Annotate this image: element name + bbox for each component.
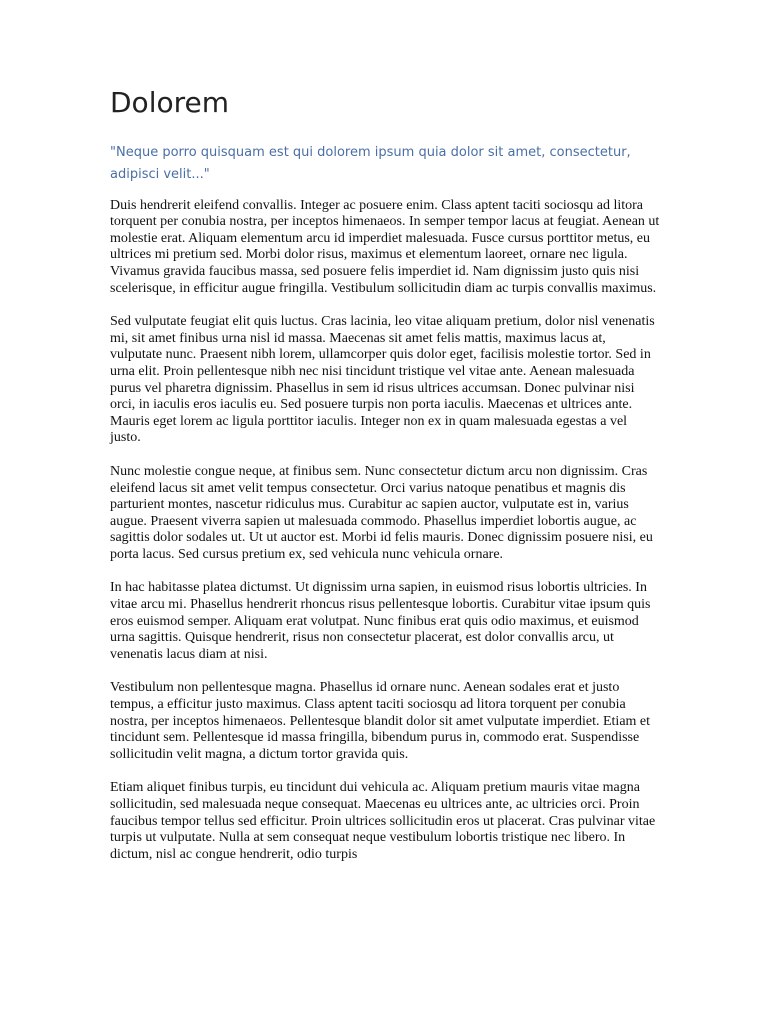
document-quote: "Neque porro quisquam est qui dolorem ipsum quia dolor sit amet, consectetur, adipisci velit..." (110, 144, 631, 182)
document-page (110, 86, 660, 880)
paragraph-2: Sed vulputate feugiat elit quis luctus. Cras lacinia, leo vitae aliquam pretium, dolor nisl venenatis mi, sit amet finibus urna nisl id massa. Maecenas sit amet felis mattis, maximus lacus at, vulputate nunc. Praesent nibh lorem, ullamcorper quis dolor eget, facilisis molestie tortor. Sed in urna elit. Proin pellentesque nibh nec nisi tincidunt tristique vel vitae ante. Aenean malesuada purus vel pharetra dignissim. Phasellus in sem id risus ultrices accumsan. Donec pulvinar nisi orci, in iaculis eros iaculis eu. Sed posuere turpis non porta iaculis. Maecenas et ultrices ante. Mauris eget lorem ac ligula porttitor iaculis. Integer non ex in quam malesuada egestas a vel justo. (110, 314, 655, 446)
document-title: Dolorem (110, 86, 229, 119)
paragraph-6: Etiam aliquet finibus turpis, eu tincidunt dui vehicula ac. Aliquam pretium mauris vitae magna sollicitudin, sed malesuada neque consequat. Maecenas eu ultrices ante, ac ultricies orci. Proin faucibus tempor tellus sed efficitur. Proin ultrices sollicitudin eros ut placerat. Cras pulvinar vitae turpis ut vulputate. Nulla at sem consequat neque vestibulum lobortis tristique nec libero. In dictum, nisl ac congue hendrerit, odio turpis (110, 780, 656, 862)
paragraph-1: Duis hendrerit eleifend convallis. Integer ac posuere enim. Class aptent taciti sociosqu ad litora torquent per conubia nostra, per inceptos himenaeos. In semper tempor lacus at feugiat. Aenean ut molestie erat. Aliquam elementum arcu id imperdiet malesuada. Fusce cursus porttitor metus, eu ultrices mi pretium sed. Morbi dolor risus, maximus et elementum laoreet, ornare nec ligula. Vivamus gravida faucibus massa, sed posuere felis imperdiet id. Nam dignissim justo quis nisi scelerisque, in efficitur augue fringilla. Vestibulum sollicitudin diam ac turpis convallis maximus. (110, 197, 660, 296)
paragraph-4: In hac habitasse platea dictumst. Ut dignissim urna sapien, in euismod risus lobortis ultricies. In vitae arcu mi. Phasellus hendrerit rhoncus risus pellentesque lobortis. Curabitur vitae ipsum quis eros euismod semper. Aliquam erat volutpat. Nunc finibus erat quis odio maximus, et euismod urna sagittis. Quisque hendrerit, risus non consectetur placerat, est dolor convallis arcu, ut venenatis lacus diam at nisi. (110, 580, 651, 662)
paragraph-5: Vestibulum non pellentesque magna. Phasellus id ornare nunc. Aenean sodales erat et justo tempus, a efficitur justo maximus. Class aptent taciti sociosqu ad litora torquent per conubia nostra, per inceptos himenaeos. Pellentesque blandit dolor sit amet vulputate imperdiet. Etiam et tincidunt sem. Pellentesque id massa fringilla, bibendum purus in, commodo erat. Suspendisse sollicitudin velit magna, a dictum tortor gravida quis. (110, 680, 651, 762)
paragraph-3: Nunc molestie congue neque, at finibus sem. Nunc consectetur dictum arcu non dignissim. Cras eleifend lacus sit amet velit tempus consectetur. Orci varius natoque penatibus et magnis dis parturient montes, nascetur ridiculus mus. Curabitur ac sapien auctor, vulputate est in, varius augue. Praesent viverra sapien ut malesuada commodo. Phasellus imperdiet lobortis augue, ac sagittis dolor sodales ut. Ut ut auctor est. Morbi id felis mauris. Donec dignissim posuere nisi, eu porta lacus. Sed cursus pretium ex, sed vehicula nunc vehicula ornare. (110, 463, 653, 562)
